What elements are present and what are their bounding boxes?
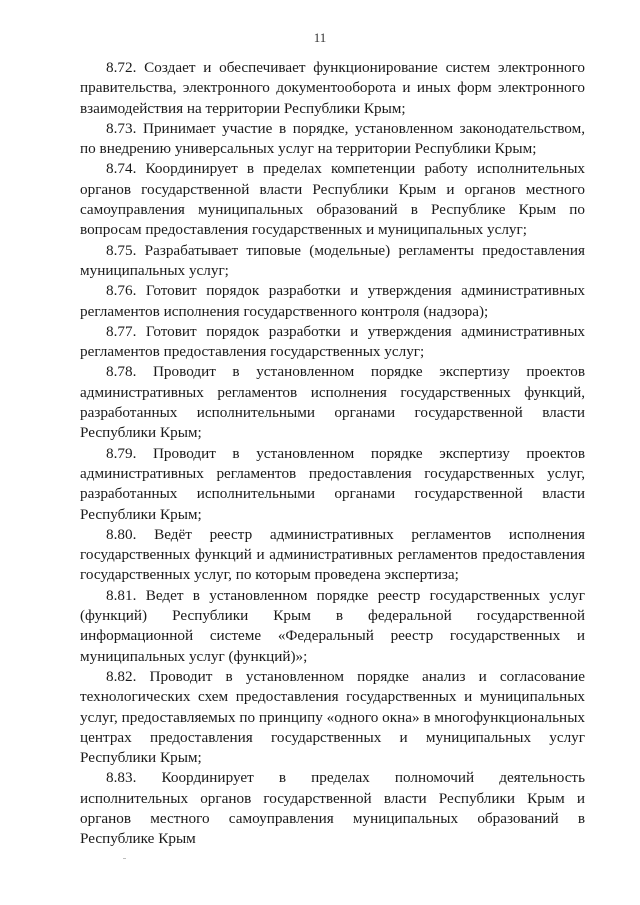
paragraph-text: Создает и обеспечивает функционирование систем электронного правительства, электронного документооборота и иных форм электронного взаимодействия на территории Республики Крым; — [80, 59, 585, 117]
paragraph-number: 8.72. — [106, 59, 137, 76]
paragraph-number: 8.74. — [106, 160, 137, 178]
paragraph-text: Ведёт реестр административных регламентов исполнения государственных функций и административных регламентов предоставления государственных услуг, по которым проведена экспертиза; — [80, 525, 586, 584]
paragraph-8-74 — [80, 159, 585, 240]
paragraph-8-78 — [80, 362, 585, 443]
paragraph-text: Координирует в пределах компетенции работу исполнительных органов государственной власти Республики Крым и органов местного самоуправления муниципальных образований в Республике Крым по вопросам предоставления государственных и муниципальных услуг; — [80, 160, 586, 239]
paragraph-text: Разрабатывает типовые (модельные) регламенты предоставления муниципальных услуг; — [80, 241, 585, 279]
paragraph-text: Проводит в установленном порядке экспертизу проектов административных регламентов исполнения государственных функций, разработанных исполнительными органами государственной власти Республики Крым; — [80, 363, 585, 442]
paragraph-8-82 — [80, 667, 585, 768]
paragraph-number: 8.77. — [106, 322, 137, 340]
scan-artifact — [123, 858, 126, 859]
page-number: 11 — [313, 30, 327, 45]
paragraph-8-76 — [80, 281, 585, 322]
paragraph-number: 8.80. — [106, 525, 137, 543]
paragraph-8-81 — [80, 586, 585, 667]
paragraph-number: 8.83. — [106, 769, 137, 787]
paragraph-number: 8.78. — [106, 363, 137, 381]
paragraph-text: Принимает участие в порядке, установленном законодательством, по внедрению универсальных услуг на территории Республики Крым; — [80, 119, 586, 158]
paragraph-text: Готовит порядок разработки и утверждения административных регламентов предоставления государственных услуг; — [80, 322, 585, 361]
paragraph-8-80 — [80, 525, 585, 586]
paragraph-8-75 — [80, 241, 585, 282]
paragraph-8-83 — [80, 768, 585, 849]
paragraph-8-77 — [80, 322, 585, 363]
paragraph-8-79 — [80, 444, 585, 525]
document-body — [80, 58, 585, 850]
paragraph-8-72 — [80, 58, 585, 119]
paragraph-text: Проводит в установленном порядке экспертизу проектов административных регламентов предоставления государственных услуг, разработанных исполнительными органами государственной власти Республики Крым; — [80, 444, 585, 523]
paragraph-number: 8.76. — [106, 282, 137, 300]
paragraph-8-73 — [80, 119, 585, 160]
paragraph-text: Координирует в пределах полномочий деятельность исполнительных органов государственной власти Республики Крым и органов местного самоуправления муниципальных образований в Республике Крым — [80, 769, 585, 848]
paragraph-number: 8.73. — [106, 119, 137, 137]
paragraph-text: Ведет в установленном порядке реестр государственных услуг (функций) Республики Крым в федеральной государственной информационной системе «Федеральный реестр государственных и муниципальных услуг (функций)»; — [80, 586, 585, 665]
paragraph-number: 8.79. — [106, 444, 137, 462]
paragraph-number: 8.81. — [106, 586, 137, 604]
paragraph-text: Проводит в установленном порядке анализ и согласование технологических схем предоставления государственных и муниципальных услуг, предоставляемых по принципу «одного окна» в многофункциональных центрах предоставления государственных и муниципальных услуг Республики Крым; — [80, 667, 586, 767]
paragraph-number: 8.75. — [106, 241, 137, 259]
paragraph-text: Готовит порядок разработки и утверждения административных регламентов исполнения государственного контроля (надзора); — [80, 282, 585, 320]
paragraph-number: 8.82. — [106, 667, 137, 685]
